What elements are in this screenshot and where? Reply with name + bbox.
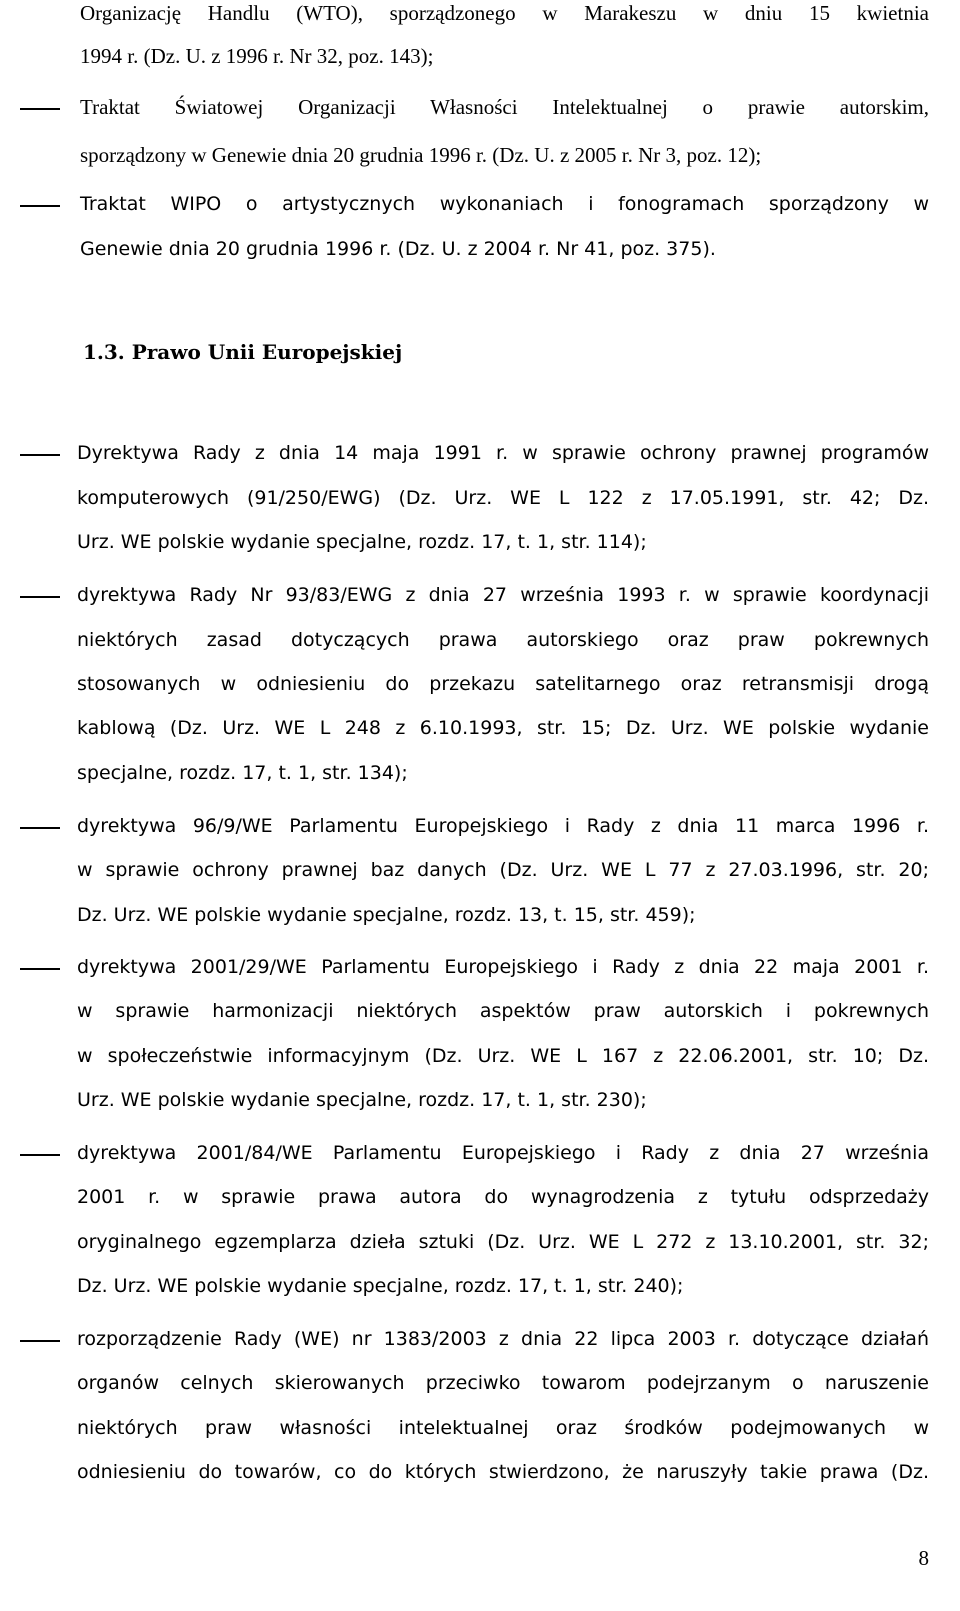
text-line: Dz. Urz. WE polskie wydanie specjalne, rozdz. 17, t. 1, str. 240);	[77, 1275, 684, 1297]
text-line: sporządzony w Genewie dnia 20 grudnia 1996 r. (Dz. U. z 2005 r. Nr 3, poz. 12);	[80, 143, 762, 167]
text-line: Organizację Handlu (WTO), sporządzonego w Marakeszu w dniu 15 kwietnia	[80, 1, 929, 25]
text-line: niektórych zasad dotyczących prawa autorskiego oraz praw pokrewnych	[77, 629, 929, 651]
page-number: 8	[918, 1546, 929, 1570]
list-dash	[20, 108, 60, 110]
text-line: Urz. WE polskie wydanie specjalne, rozdz. 17, t. 1, str. 114);	[77, 531, 647, 553]
list-dash	[20, 1340, 60, 1342]
text-line: organów celnych skierowanych przeciwko towarom podejrzanym o naruszenie	[77, 1372, 929, 1394]
text-line: w sprawie harmonizacji niektórych aspektów praw autorskich i pokrewnych	[77, 1000, 929, 1022]
text-line: 1994 r. (Dz. U. z 1996 r. Nr 32, poz. 143);	[80, 44, 434, 68]
text-line: dyrektywa 2001/29/WE Parlamentu Europejskiego i Rady z dnia 22 maja 2001 r.	[77, 956, 929, 978]
text-line: kablową (Dz. Urz. WE L 248 z 6.10.1993, str. 15; Dz. Urz. WE polskie wydanie	[77, 717, 929, 739]
text-line: oryginalnego egzemplarza dzieła sztuki (Dz. Urz. WE L 272 z 13.10.2001, str. 32;	[77, 1231, 929, 1253]
text-line: niektórych praw własności intelektualnej oraz środków podejmowanych w	[77, 1417, 929, 1439]
text-line: Urz. WE polskie wydanie specjalne, rozdz. 17, t. 1, str. 230);	[77, 1089, 647, 1111]
list-dash	[20, 827, 60, 829]
text-line: dyrektywa Rady Nr 93/83/EWG z dnia 27 września 1993 r. w sprawie koordynacji	[77, 584, 929, 606]
text-line: Genewie dnia 20 grudnia 1996 r. (Dz. U. z 2004 r. Nr 41, poz. 375).	[80, 238, 716, 260]
text-line: Traktat WIPO o artystycznych wykonaniach i fonogramach sporządzony w	[80, 193, 929, 215]
section-heading: 1.3. Prawo Unii Europejskiej	[83, 340, 403, 364]
text-line: rozporządzenie Rady (WE) nr 1383/2003 z dnia 22 lipca 2003 r. dotyczące działań	[77, 1328, 929, 1350]
text-line: dyrektywa 2001/84/WE Parlamentu Europejskiego i Rady z dnia 27 września	[77, 1142, 929, 1164]
text-line: dyrektywa 96/9/WE Parlamentu Europejskiego i Rady z dnia 11 marca 1996 r.	[77, 815, 929, 837]
text-line: komputerowych (91/250/EWG) (Dz. Urz. WE L 122 z 17.05.1991, str. 42; Dz.	[77, 487, 929, 509]
text-line: odniesieniu do towarów, co do których stwierdzono, że naruszyły takie prawa (Dz.	[77, 1461, 929, 1483]
list-dash	[20, 454, 60, 456]
text-line: specjalne, rozdz. 17, t. 1, str. 134);	[77, 762, 408, 784]
list-dash	[20, 596, 60, 598]
text-line: stosowanych w odniesieniu do przekazu satelitarnego oraz retransmisji drogą	[77, 673, 929, 695]
list-dash	[20, 205, 60, 207]
text-line: w sprawie ochrony prawnej baz danych (Dz. Urz. WE L 77 z 27.03.1996, str. 20;	[77, 859, 929, 881]
text-line: Traktat Światowej Organizacji Własności Intelektualnej o prawie autorskim,	[80, 95, 929, 119]
text-line: Dz. Urz. WE polskie wydanie specjalne, rozdz. 13, t. 15, str. 459);	[77, 904, 696, 926]
text-line: 2001 r. w sprawie prawa autora do wynagrodzenia z tytułu odsprzedaży	[77, 1186, 929, 1208]
text-line: Dyrektywa Rady z dnia 14 maja 1991 r. w sprawie ochrony prawnej programów	[77, 442, 929, 464]
list-dash	[20, 1154, 60, 1156]
list-dash	[20, 968, 60, 970]
text-line: w społeczeństwie informacyjnym (Dz. Urz. WE L 167 z 22.06.2001, str. 10; Dz.	[77, 1045, 929, 1067]
